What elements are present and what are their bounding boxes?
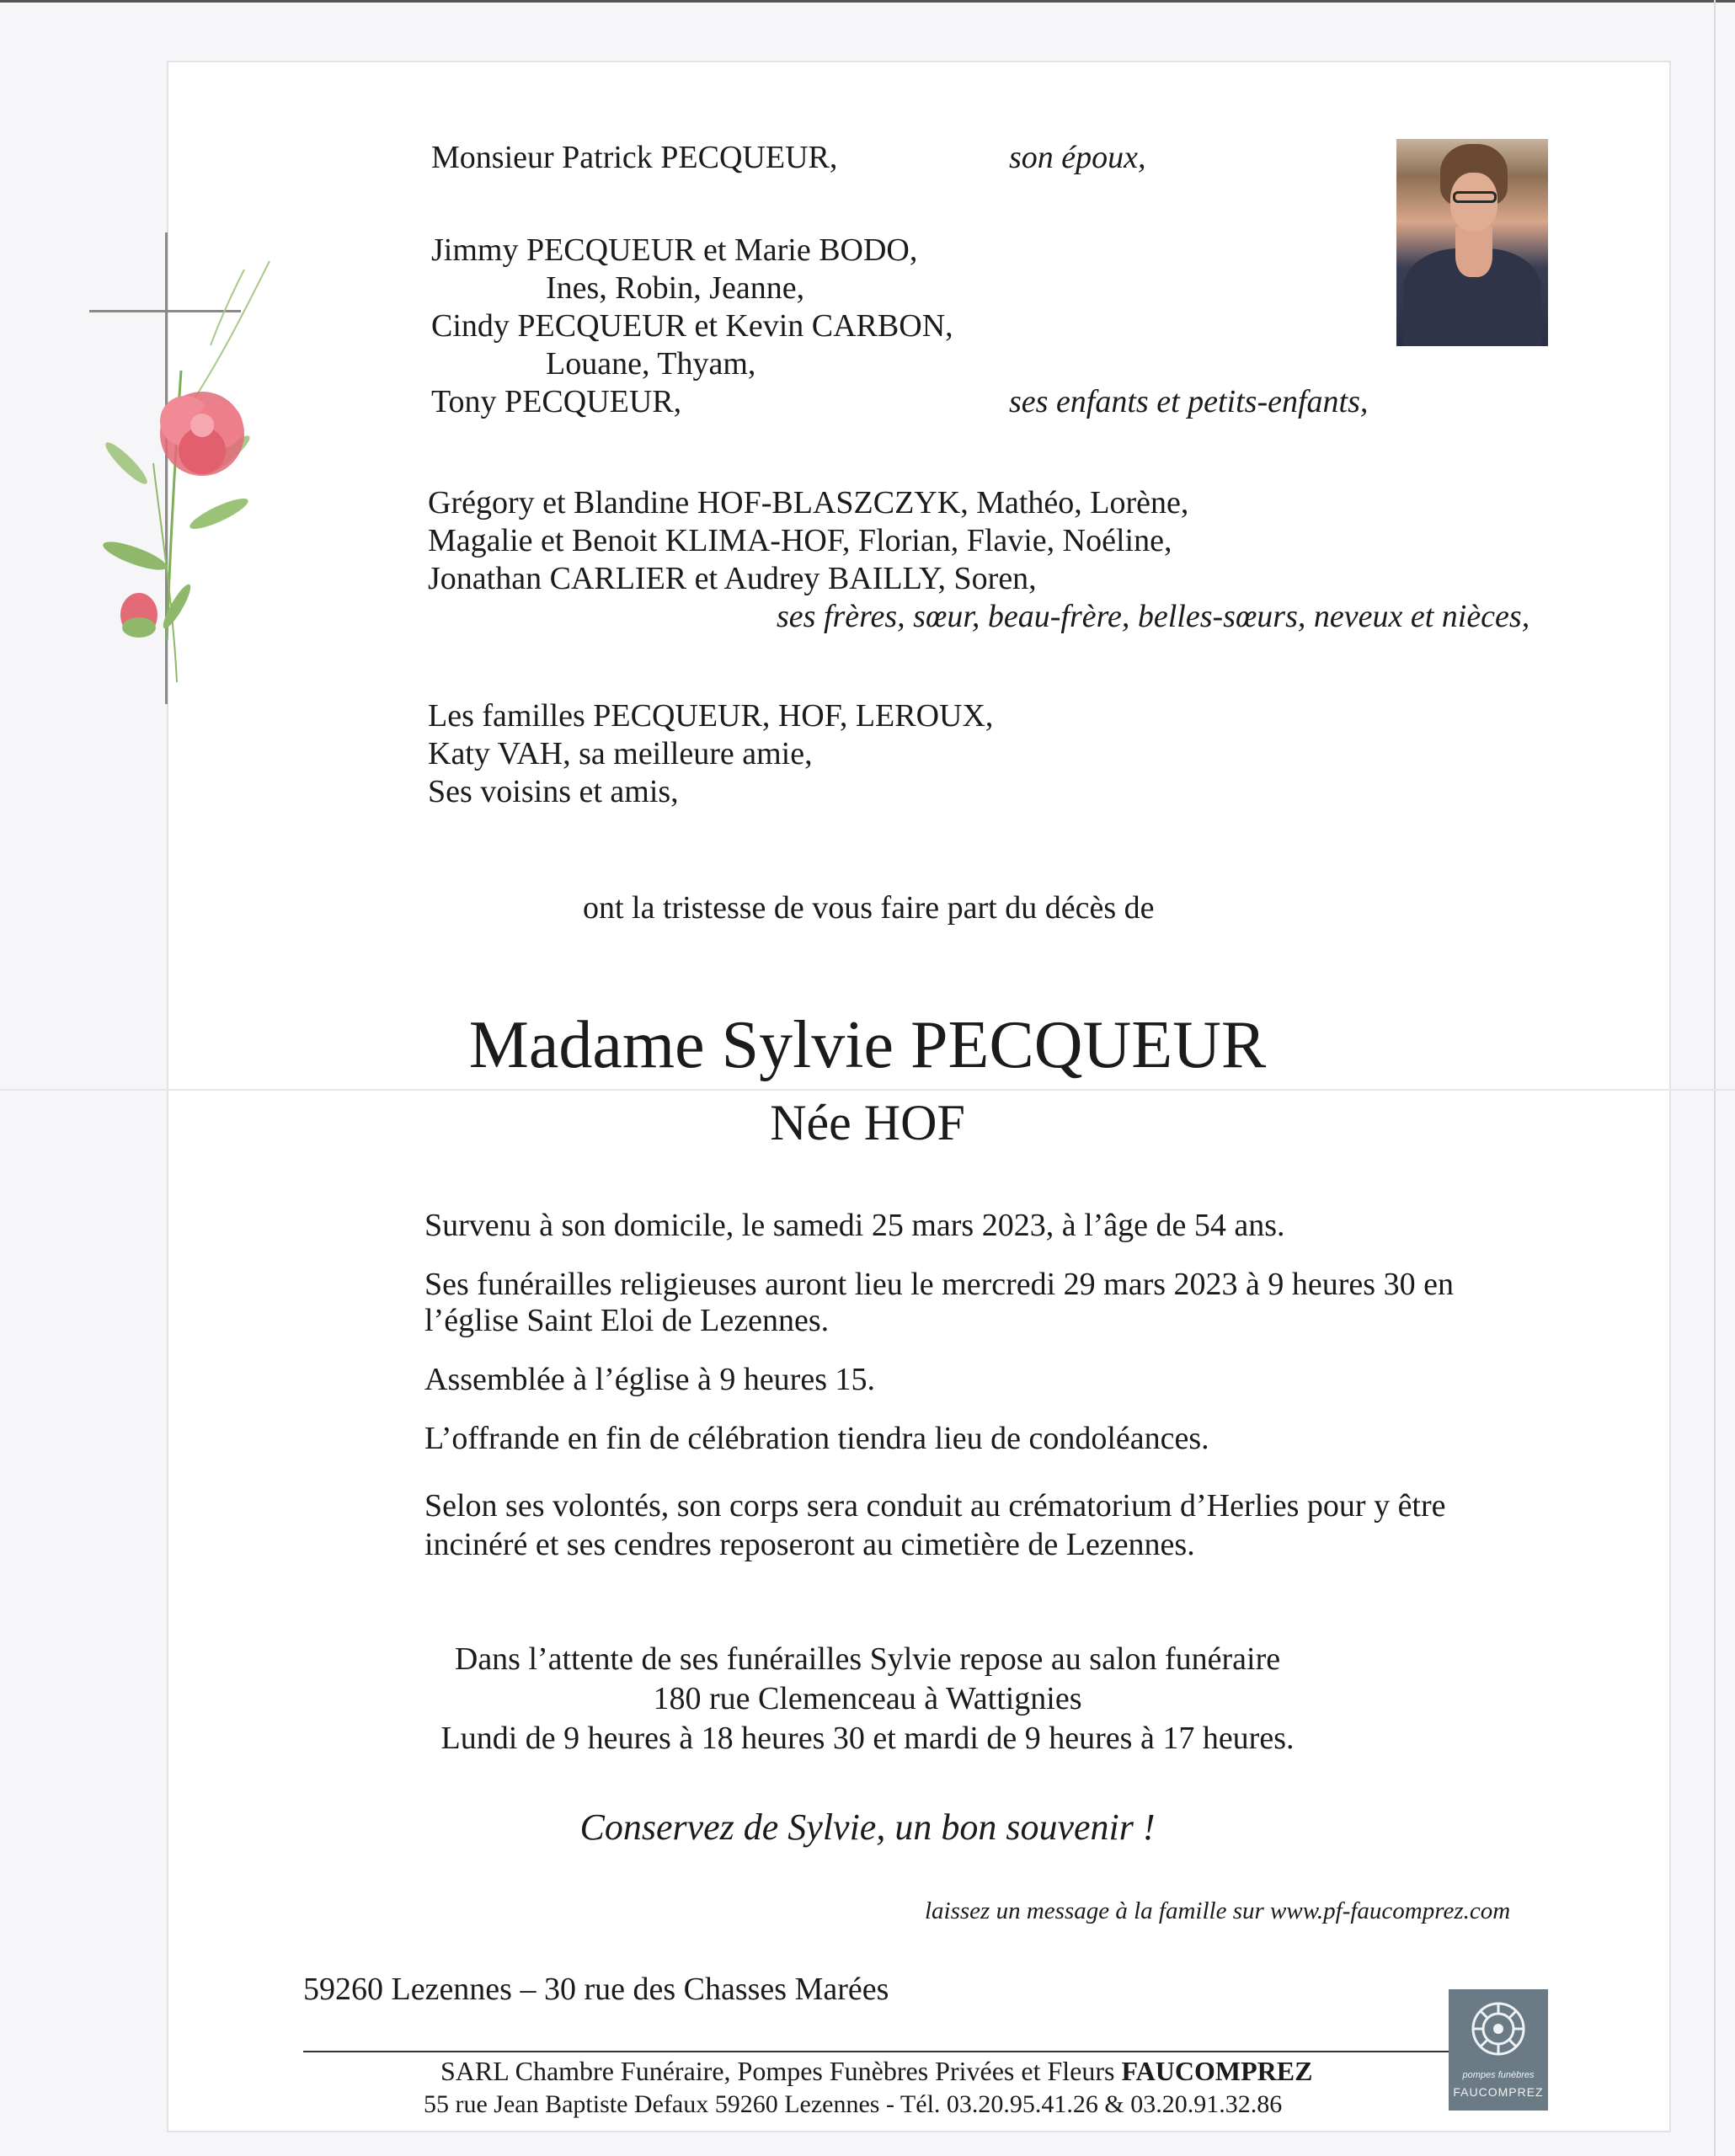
family-line: Magalie et Benoit KLIMA-HOF, Florian, Flavie, Noéline, [428,523,1172,558]
spouse-name: Monsieur Patrick PECQUEUR, [431,140,838,175]
footer-company-name: FAUCOMPREZ [1121,2056,1313,2086]
footer-contact: 55 rue Jean Baptiste Defaux 59260 Lezennes - Tél. 03.20.95.41.26 & 03.20.91.32.86 [424,2090,1283,2118]
family-line: Katy VAH, sa meilleure amie, [428,736,813,771]
online-message-note: laissez un message à la famille sur www.pf-faucomprez.com [925,1897,1511,1924]
family-line: Ines, Robin, Jeanne, [546,270,805,306]
funeral-details-1: Ses funérailles religieuses auront lieu le mercredi 29 mars 2023 à 9 heures 30 en [424,1267,1454,1302]
scan-top-edge [0,0,1735,3]
footer-company [440,2056,1312,2087]
funeral-home-logo [1449,1989,1548,2111]
family-line: Les familles PECQUEUR, HOF, LEROUX, [428,698,994,734]
siblings-relation: ses frères, sœur, beau-frère, belles-sœurs, neveux et nièces, [777,599,1530,634]
family-line: Jimmy PECQUEUR et Marie BODO, [431,232,918,268]
assembly-details: Assemblée à l’église à 9 heures 15. [424,1362,875,1397]
family-line: Ses voisins et amis, [428,774,679,809]
salon-line-3: Lundi de 9 heures à 18 heures 30 et mardi de 9 heures à 17 heures. [440,1721,1295,1756]
wishes-details-2: incinéré et ses cendres reposeront au cimetière de Lezennes. [424,1527,1195,1562]
spouse-relation: son époux, [1009,140,1146,175]
death-details: Survenu à son domicile, le samedi 25 mars 2023, à l’âge de 54 ans. [424,1208,1285,1243]
children-relation: ses enfants et petits-enfants, [1009,384,1369,419]
maiden-name: Née HOF [770,1095,965,1150]
salon-line-1: Dans l’attente de ses funérailles Sylvie repose au salon funéraire [454,1641,1281,1677]
footer-divider [303,2051,1449,2052]
carnation-flower-icon [76,244,295,716]
family-line: Grégory et Blandine HOF-BLASZCZYK, Mathéo, Lorène, [428,485,1189,520]
offering-details: L’offrande en fin de célébration tiendra lieu de condoléances. [424,1421,1209,1456]
family-line: Jonathan CARLIER et Audrey BAILLY, Soren, [428,561,1037,596]
footer-company-prefix: SARL Chambre Funéraire, Pompes Funèbres Privées et Fleurs [440,2056,1115,2086]
logo-small-text: pompes funèbres [1462,2070,1535,2080]
funeral-details-2: l’église Saint Eloi de Lezennes. [424,1303,830,1338]
family-line: Cindy PECQUEUR et Kevin CARBON, [431,308,953,344]
wishes-details-1: Selon ses volontés, son corps sera conduit au crématorium d’Herlies pour y être [424,1488,1446,1524]
announcement-text: ont la tristesse de vous faire part du décès de [583,890,1155,926]
logo-name: FAUCOMPREZ [1453,2085,1544,2099]
rosette-icon [1469,1999,1528,2058]
family-line: Louane, Thyam, [546,346,756,382]
home-address: 59260 Lezennes – 30 rue des Chasses Marées [303,1972,889,2007]
fold-line [0,1089,1735,1091]
deceased-name: Madame Sylvie PECQUEUR [468,1008,1267,1082]
portrait-photo [1396,139,1548,346]
salon-line-2: 180 rue Clemenceau à Wattignies [653,1681,1082,1716]
closing-message: Conservez de Sylvie, un bon souvenir ! [579,1806,1156,1848]
family-line: Tony PECQUEUR, [431,384,682,419]
